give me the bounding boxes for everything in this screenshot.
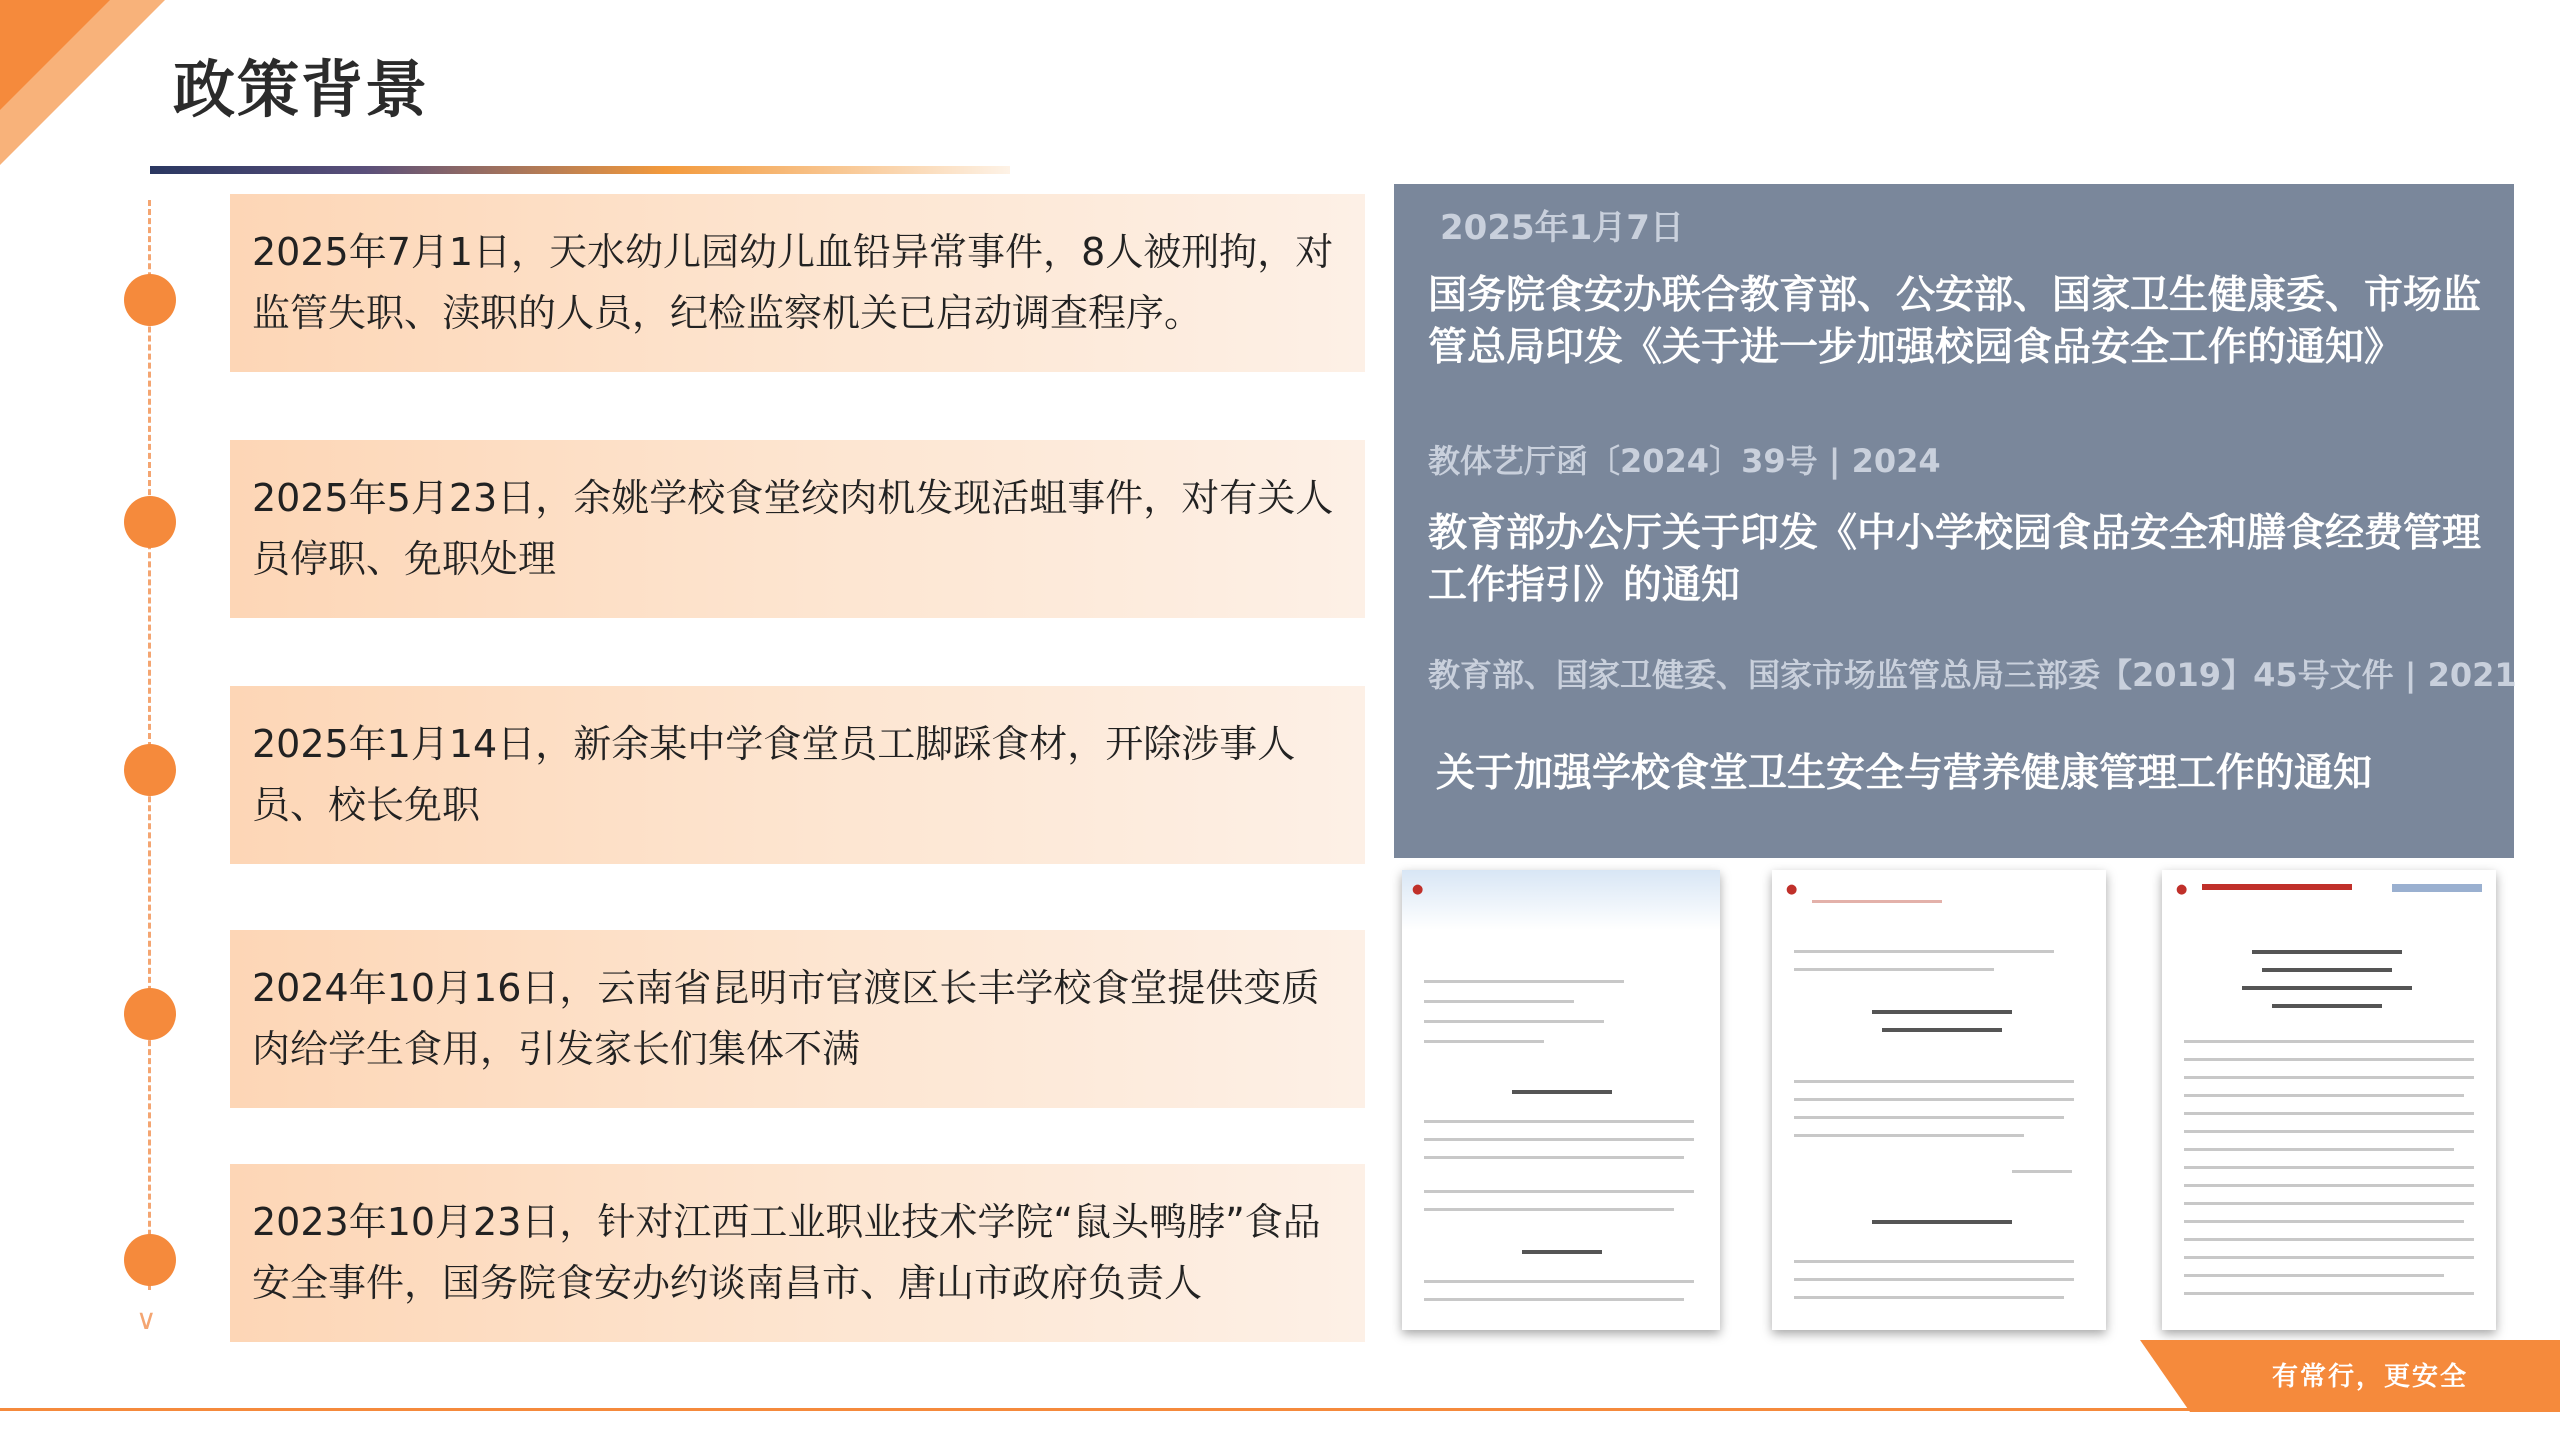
policy-doc-meta: 教体艺厅函〔2024〕39号 | 2024: [1428, 442, 1941, 480]
timeline-dot: [124, 274, 176, 326]
document-image: [1772, 870, 2106, 1330]
footer-slogan: 有常行，更安全: [2272, 1362, 2469, 1392]
corner-decoration: [0, 0, 180, 170]
timeline-dot: [124, 744, 176, 796]
policy-doc-title: 教育部办公厅关于印发《中小学校园食品安全和膳食经费管理工作指引》的通知: [1428, 511, 2482, 608]
timeline-dot: [124, 496, 176, 548]
timeline-event-text: 2023年10月23日，针对江西工业职业技术学院“鼠头鸭脖”食品安全事件，国务院食安办约谈南昌市、唐山市政府负责人: [252, 1200, 1321, 1305]
document-header-mark: ●: [1412, 882, 1424, 897]
timeline-event-card: [230, 194, 1365, 372]
timeline-event-card: [230, 930, 1365, 1108]
policy-doc-meta: 教育部、国家卫健委、国家市场监管总局三部委【2019】45号文件 | 2021: [1428, 656, 2517, 694]
timeline-event-text: 2025年1月14日，新余某中学食堂员工脚踩食材，开除涉事人员、校长免职: [252, 722, 1296, 827]
timeline-dot: [124, 988, 176, 1040]
document-image: [1402, 870, 1720, 1330]
timeline-event-text: 2025年5月23日，余姚学校食堂绞肉机发现活蛆事件，对有关人员停职、免职处理: [252, 476, 1334, 581]
bottom-rule: [0, 1408, 2560, 1411]
document-header-mark: ●: [2176, 882, 2188, 897]
timeline-event-card: [230, 440, 1365, 618]
document-header-mark: ●: [1786, 882, 1798, 897]
timeline-dot: [124, 1234, 176, 1286]
policy-doc-title: 关于加强学校食堂卫生安全与营养健康管理工作的通知: [1436, 751, 2373, 796]
timeline-arrow-icon: ∨: [136, 1303, 157, 1336]
timeline-event-card: [230, 1164, 1365, 1342]
title-underline: [150, 166, 1010, 174]
timeline-event-text: 2025年7月1日，天水幼儿园幼儿血铅异常事件，8人被刑拘，对监管失职、渎职的人员，纪检监察机关已启动调查程序。: [252, 230, 1334, 335]
document-image: [2162, 870, 2496, 1330]
policy-doc-title: 国务院食安办联合教育部、公安部、国家卫生健康委、市场监管总局印发《关于进一步加强校园食品安全工作的通知》: [1428, 273, 2482, 370]
policy-date: 2025年1月7日: [1440, 208, 1684, 248]
page-title: 政策背景: [173, 53, 430, 126]
timeline-event-card: [230, 686, 1365, 864]
timeline-event-text: 2024年10月16日，云南省昆明市官渡区长丰学校食堂提供变质肉给学生食用，引发家长们集体不满: [252, 966, 1320, 1071]
